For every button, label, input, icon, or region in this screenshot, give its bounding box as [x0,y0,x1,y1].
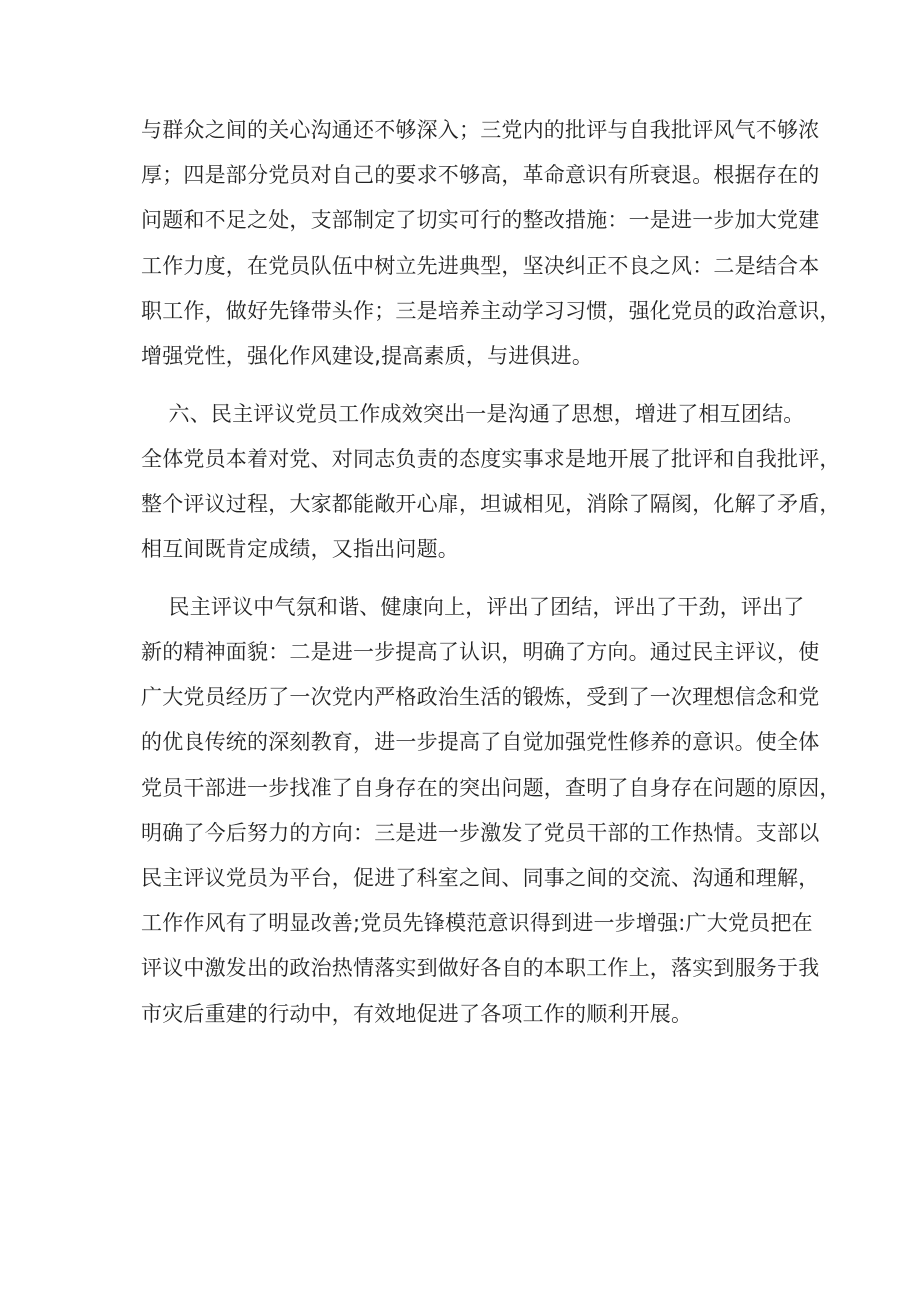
text-line: 民主评议中气氛和谐、健康向上，评出了团结，评出了干劲，评出了 [141,594,805,619]
text-line: 工作力度，在党员队伍中树立先进典型，坚决纠正不良之风：二是结合本 [141,253,820,278]
text-line: 新的精神面貌：二是进一步提高了认识，明确了方向。通过民主评议，使 [141,640,820,665]
text-line: 整个评议过程，大家都能敞开心扉，坦诚相见，消除了隔阂，化解了矛盾， [141,491,841,516]
text-line: 的优良传统的深刻教育，进一步提高了自觉加强党性修养的意识。使全体 [141,730,820,755]
text-line: 问题和不足之处，支部制定了切实可行的整改措施：一是进一步加大党建 [141,208,820,233]
text-line: 相互间既肯定成绩，又指出问题。 [141,537,459,562]
text-line: 与群众之间的关心沟通还不够深入；三党内的批评与自我批评风气不够浓 [141,118,820,142]
text-line: 增强党性，强化作风建设,提高素质，与进俱进。 [141,343,594,368]
text-line: 工作作风有了明显改善;党员先锋模范意识得到进一步增强:广大党员把在 [141,911,813,936]
text-line: 市灾后重建的行动中，有效地促进了各项工作的顺利开展。 [141,1001,693,1026]
text-line: 全体党员本着对党、对同志负责的态度实事求是地开展了批评和自我批评， [141,446,841,471]
text-line: 明确了今后努力的方向：三是进一步激发了党员干部的工作热情。支部以 [141,820,820,845]
text-line: 六、民主评议党员工作成效突出一是沟通了思想，增进了相互团结。 [141,401,805,426]
text-line: 评议中激发出的政治热情落实到做好各自的本职工作上，落实到服务于我 [141,956,820,981]
text-line: 职工作，做好先锋带头作；三是培养主动学习习惯，强化党员的政治意识， [141,298,841,323]
text-line: 民主评议党员为平台，促进了科室之间、同事之间的交流、沟通和理解， [141,865,820,890]
text-line: 党员干部进一步找准了自身存在的突出问题，查明了自身存在问题的原因， [141,775,841,800]
text-line: 厚；四是部分党员对自己的要求不够高，革命意识有所衰退。根据存在的 [141,163,820,188]
text-line: 广大党员经历了一次党内严格政治生活的锻炼，受到了一次理想信念和党 [141,685,820,710]
